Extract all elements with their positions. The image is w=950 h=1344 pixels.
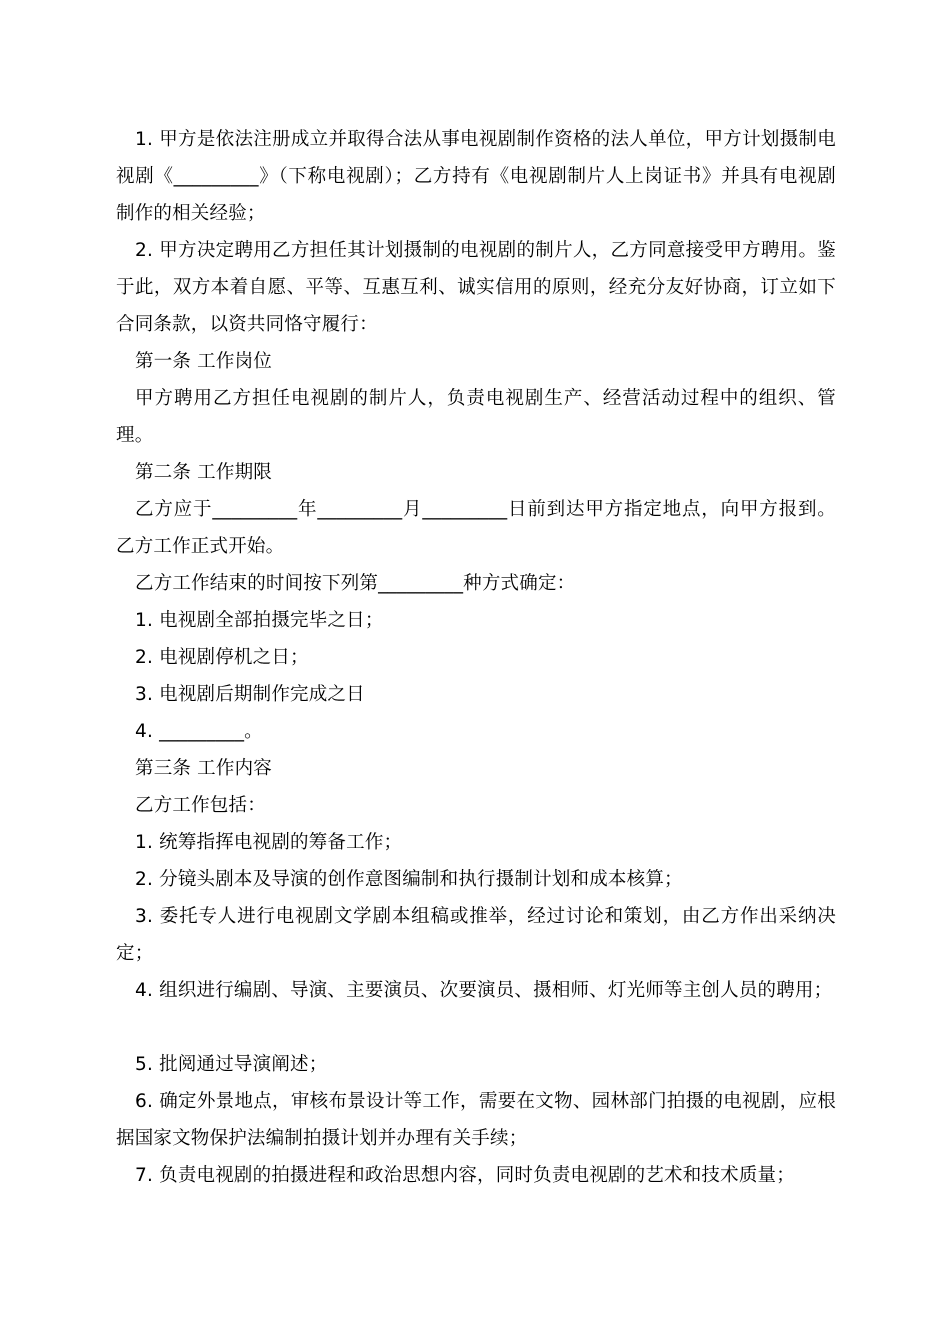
section-heading: 第二条 工作期限: [135, 462, 272, 483]
section-heading: 第一条 工作岗位: [135, 351, 272, 372]
list-item: 3. 委托专人进行电视剧文学剧本组稿或推举，经过讨论和策划，由乙方作出采纳决定；: [116, 906, 836, 964]
list-item: 5. 批阅通过导演阐述；: [135, 1054, 328, 1075]
clause-paragraph: 乙方应于_________年_________月_________日前到达甲方指定地点，向甲方报到。乙方工作正式开始。: [116, 499, 836, 557]
clause-paragraph: 1. 甲方是依法注册成立并取得合法从事电视剧制作资格的法人单位，甲方计划摄制电视剧《_________》（下称电视剧）；乙方持有《电视剧制片人上岗证书》并具有电视剧制作的相关经验；: [116, 129, 836, 224]
list-item: 2. 分镜头剧本及导演的创作意图编制和执行摄制计划和成本核算；: [135, 869, 683, 890]
list-item: 7. 负责电视剧的拍摄进程和政治思想内容，同时负责电视剧的艺术和技术质量；: [135, 1165, 795, 1186]
clause-paragraph: 2. 甲方决定聘用乙方担任其计划摄制的电视剧的制片人，乙方同意接受甲方聘用。鉴于此，双方本着自愿、平等、互惠互利、诚实信用的原则，经充分友好协商，订立如下合同条款，以资共同恪守履行：: [116, 240, 836, 335]
list-item: 4. _________。: [135, 721, 263, 742]
list-item: 3. 电视剧后期制作完成之日: [135, 684, 365, 705]
list-item: 2. 电视剧停机之日；: [135, 647, 309, 668]
clause-paragraph: 乙方工作结束的时间按下列第_________种方式确定：: [135, 573, 576, 594]
section-heading: 第三条 工作内容: [135, 758, 272, 779]
document-body: [116, 121, 836, 1194]
list-item: 1. 统筹指挥电视剧的筹备工作；: [135, 832, 403, 853]
clause-paragraph: 乙方工作包括：: [135, 795, 266, 816]
blank-line: [116, 1009, 836, 1046]
list-item: 6. 确定外景地点，审核布景设计等工作，需要在文物、园林部门拍摄的电视剧，应根据国家文物保护法编制拍摄计划并办理有关手续；: [116, 1091, 836, 1149]
list-item: 1. 电视剧全部拍摄完毕之日；: [135, 610, 384, 631]
list-item: 4. 组织进行编剧、导演、主要演员、次要演员、摄相师、灯光师等主创人员的聘用；: [135, 980, 833, 1001]
clause-paragraph: 甲方聘用乙方担任电视剧的制片人，负责电视剧生产、经营活动过程中的组织、管理。: [116, 388, 836, 446]
